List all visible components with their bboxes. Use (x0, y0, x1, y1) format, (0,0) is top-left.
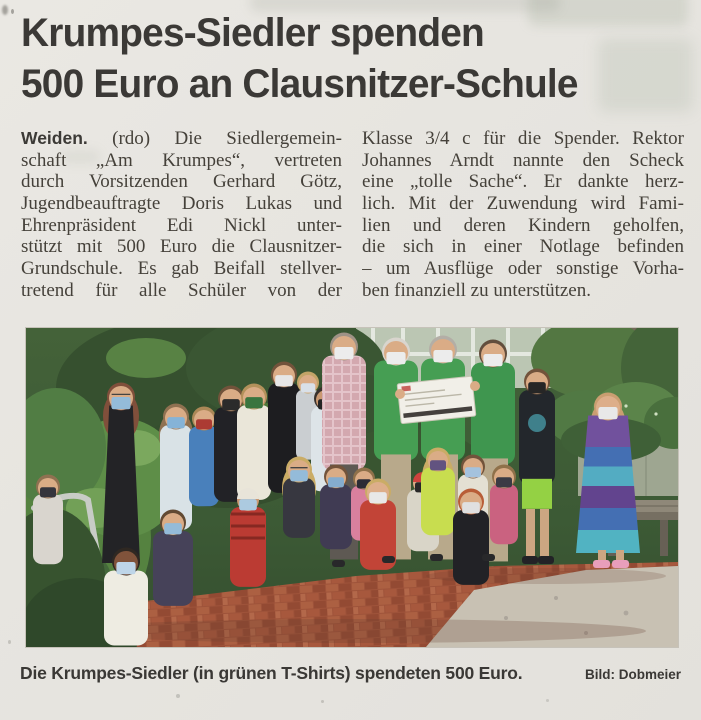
dateline: Weiden. (21, 128, 88, 148)
text-line: die sich in einer Notlage befinden (362, 236, 684, 258)
bleedthrough-mark (598, 38, 693, 112)
photo-caption: Die Krumpes-Siedler (in grünen T-Shirts) spendeten 500 Euro. (20, 663, 523, 683)
scan-speck (11, 9, 14, 14)
text-line: lien und deren Kindern geholfen, (362, 214, 684, 236)
text-line: Ehrenpräsident Edi Nickl unter- (21, 214, 342, 236)
text-line: – um Ausflüge oder sonstige Vorha- (362, 258, 684, 280)
text-line: stützt mit 500 Euro die Clausnitzer- (21, 236, 342, 258)
photo-credit: Bild: Dobmeier (584, 667, 681, 682)
body-column-right (362, 128, 684, 302)
text-line-lead (21, 128, 342, 150)
text-line: Johannes Arndt nannte den Scheck (362, 149, 684, 171)
text-line: Klasse 3/4 c für die Spender. Rektor (362, 128, 684, 149)
text-line: lich. Mit der Zuwendung wird Fami- (362, 193, 684, 215)
body-column-left (21, 128, 342, 302)
lead-text: (rdo) Die Siedlergemein- (112, 128, 342, 149)
text-line: Grundschule. Es gab Beifall stellver- (21, 258, 342, 280)
headline-line-1: Krumpes-Siedler spenden (21, 11, 484, 55)
scan-speck (2, 5, 8, 15)
scan-speck (8, 640, 11, 644)
scan-speck (546, 699, 549, 702)
article-photo (25, 327, 679, 648)
text-line: durch Vorsitzenden Gerhard Götz, (21, 171, 342, 193)
text-line: schaft „Am Krumpes“, vertreten (21, 149, 342, 171)
text-line: ben finanziell zu unterstützen. (362, 279, 591, 301)
scan-speck (321, 700, 324, 703)
text-line: tretend für alle Schüler von der (21, 279, 342, 301)
text-line: eine „tolle Sache“. Er dankte herz- (362, 171, 684, 193)
text-line: Jugendbeauftragte Doris Lukas und (21, 193, 342, 215)
scan-speck (176, 694, 180, 698)
headline-line-2: 500 Euro an Clausnitzer-Schule (21, 62, 578, 106)
article-headline (21, 8, 578, 110)
group-photo-scene (26, 328, 678, 647)
